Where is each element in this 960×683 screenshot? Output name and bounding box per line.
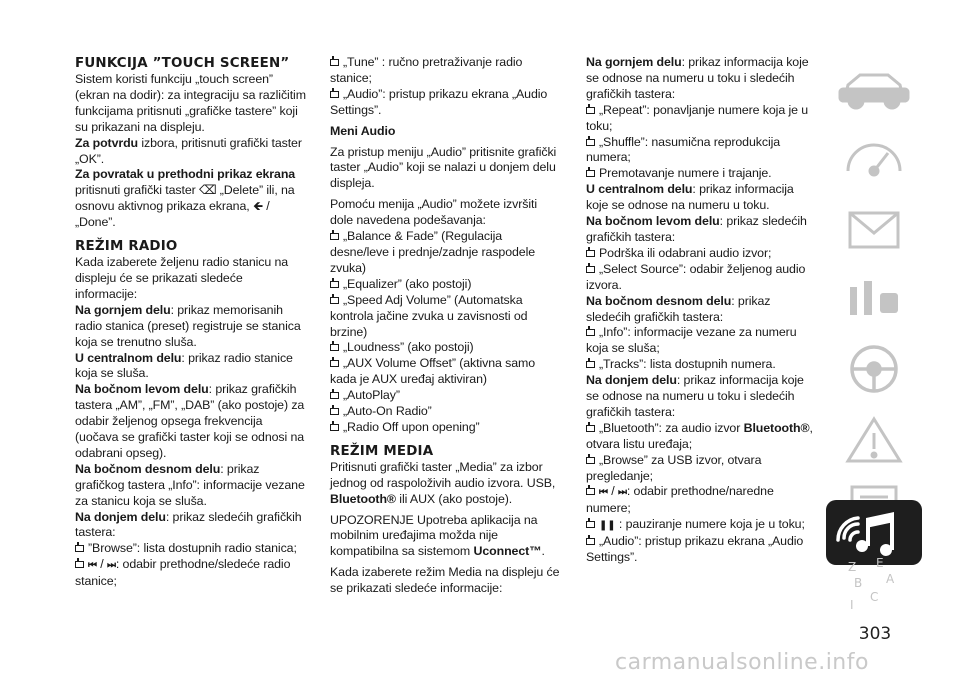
- list-item: „Bluetooth”: za audio izvor Bluetooth®, otvara listu uređaja;: [586, 420, 813, 451]
- text-column-1: [75, 55, 307, 590]
- list-item: „Select Source”: odabir željenog audio izvora.: [586, 261, 806, 292]
- page-number: 303: [858, 624, 892, 644]
- list-item: „Loudness” (ako postoji): [330, 340, 562, 356]
- paragraph: U centralnom delu: prikaz informacija koje se odnose na numeru u toku.: [586, 182, 794, 213]
- paragraph: U centralnom delu: prikaz radio stanice koja se sluša.: [75, 350, 293, 381]
- paragraph: Na bočnom desnom delu: prikaz sledećih grafičkih tastera:: [586, 293, 771, 324]
- bullet-icon: [330, 281, 339, 288]
- svg-text:A: A: [886, 572, 895, 586]
- svg-text:E: E: [876, 557, 884, 570]
- list-item: „Shuffle”: nasumična reprodukcija numera;: [586, 134, 781, 165]
- bullet-icon: [75, 545, 84, 552]
- bullet-icon: [330, 233, 339, 240]
- bullet-icon: [75, 561, 84, 568]
- paragraph: Pritisnuti grafički taster „Media” za izbor jednog od raspoloživih audio izvora. USB, Bluetooth® ili AUX (ako postoje).: [330, 459, 556, 506]
- paragraph: Pomoću menija „Audio” možete izvršiti dole navedena podešavanja:: [330, 197, 538, 228]
- list-item: „AUX Volume Offset” (aktivna samo kada je AUX uređaj aktiviran): [330, 356, 536, 387]
- paragraph: Sistem koristi funkciju „touch screen” (ekran na dodir): za integraciju sa različitim funkcijama pritisnuti „grafičke tastere” koji su prikazani na displeju.: [75, 72, 306, 134]
- list-item: „Speed Adj Volume” (Automatska kontrola jačine zvuka u zavisnosti od brzine): [330, 292, 528, 339]
- bullet-icon: [330, 344, 339, 351]
- chapter-tab-index: [826, 557, 922, 615]
- list-item: „Audio”: pristup prikazu ekrana „Audio Settings”.: [586, 534, 804, 565]
- list-item: „Info”: informacije vezane za numeru koja se sluša;: [586, 325, 797, 356]
- list-item: Premotavanje numere i trajanje.: [586, 166, 818, 182]
- paragraph: Na bočnom levom delu: prikaz grafičkih tastera „AM”, „FM”, „DAB” (ako postoje) za odabir željenog opsega frekvencija (uočava se grafički taster koji se odnosi na odabrani opseg).: [75, 382, 305, 460]
- chapter-tab-multimedia: [826, 500, 922, 565]
- svg-text:I: I: [850, 598, 854, 612]
- key-icon: [826, 267, 922, 332]
- bullet-icon: [586, 521, 595, 528]
- paragraph: Kada izaberete željenu radio stanicu na displeju će se prikazati sledeće informacije:: [75, 255, 289, 301]
- chapter-tab-car: [826, 57, 922, 122]
- chapter-tab-safety: [826, 197, 922, 262]
- list-item: ❚❚ : pauziranje numere koja je u toku;: [586, 517, 818, 534]
- list-item: ”Browse”: lista dostupnih radio stanica;: [75, 541, 307, 557]
- alphabet-index-icon: [826, 557, 922, 615]
- text-column-2: [330, 55, 562, 597]
- bullet-icon: [330, 424, 339, 431]
- paragraph: Na bočnom levom delu: prikaz sledećih grafičkih tastera:: [586, 214, 807, 244]
- svg-text:Z: Z: [848, 560, 857, 574]
- envelope-icon: [826, 197, 922, 262]
- list-item: „Repeat”: ponavljanje numere koja je u toku;: [586, 102, 809, 133]
- bullet-icon: [330, 360, 339, 367]
- bullet-icon: [586, 425, 595, 432]
- bullet-icon: [586, 329, 595, 336]
- paragraph: Na bočnom desnom delu: prikaz grafičkog tastera „Info”: informacije vezane za stanicu koja se sluša.: [75, 461, 305, 508]
- list-item: „Radio Off upon opening”: [330, 420, 562, 436]
- paragraph: Za potvrdu izbora, pritisnuti grafički taster „OK”.: [75, 135, 302, 166]
- svg-text:C: C: [870, 590, 879, 604]
- list-item: „Tune” : ručno pretraživanje radio stanice;: [330, 55, 523, 85]
- paragraph: Za pristup meniju „Audio” pritisnite grafički taster „Audio” koji se nalazi u donjem delu displeja.: [330, 144, 557, 191]
- paragraph: Na donjem delu: prikaz sledećih grafičkih tastera:: [75, 509, 302, 540]
- chapter-sidebar: [826, 57, 922, 615]
- car-icon: [826, 57, 922, 122]
- paragraph: UPOZORENJE Upotreba aplikacija na mobilnim uređajima možda nije kompatibilna sa sistemom Uconnect™.: [330, 512, 545, 559]
- bullet-icon: [330, 392, 339, 399]
- list-item: „AutoPlay”: [330, 388, 562, 404]
- bullet-icon: [586, 250, 595, 257]
- previous-track-icon: ⏮: [599, 487, 608, 499]
- heading-radio: REŽIM RADIO: [75, 239, 178, 255]
- list-item: „Balance & Fade” (Regulacija desne/leve i prednje/zadnje raspodele zvuka): [330, 229, 536, 275]
- svg-text:B: B: [854, 576, 863, 590]
- pause-icon: ❚❚: [599, 520, 616, 532]
- list-item: „Tracks”: lista dostupnih numera.: [586, 357, 818, 373]
- steering-wheel-icon: [826, 337, 922, 402]
- watermark: carmanualsonline.info: [615, 650, 869, 675]
- paragraph: Na gornjem delu: prikaz memorisanih radio stanica (preset) registruje se stanica koja se trenutno sluša.: [75, 302, 301, 349]
- paragraph: Kada izaberete režim Media na displeju će se prikazati sledeće informacije:: [330, 565, 560, 596]
- bullet-icon: [586, 488, 595, 495]
- bullet-icon: [330, 59, 339, 66]
- bullet-icon: [330, 91, 339, 98]
- bullet-icon: [586, 139, 595, 146]
- chapter-tab-starting: [826, 267, 922, 332]
- bullet-icon: [586, 170, 595, 177]
- bullet-icon: [330, 408, 339, 415]
- next-track-icon: ⏭: [617, 487, 627, 499]
- bullet-icon: [586, 266, 595, 273]
- chapter-tab-emergency: [826, 407, 922, 472]
- bullet-icon: [586, 107, 595, 114]
- bullet-icon: [330, 297, 339, 304]
- paragraph: Na gornjem delu: prikaz informacija koje se odnose na numeru u toku i sledećih grafičkih tastera:: [586, 55, 809, 101]
- list-item: ⏮ / ⏭: odabir prethodne/sledeće radio stanice;: [75, 557, 291, 589]
- bullet-icon: [586, 361, 595, 368]
- heading-media: REŽIM MEDIA: [330, 443, 434, 459]
- subheading-meni-audio: Meni Audio: [330, 123, 396, 138]
- list-item: „Equalizer” (ako postoji): [330, 277, 562, 293]
- next-track-icon: ⏭: [106, 560, 116, 572]
- chapter-tab-dashboard: [826, 127, 922, 192]
- speedometer-icon: [826, 127, 922, 192]
- heading-touch-screen: FUNKCIJA ”TOUCH SCREEN”: [75, 56, 290, 71]
- list-item: „Auto-On Radio”: [330, 404, 562, 420]
- list-item: Podrška ili odabrani audio izvor;: [586, 246, 818, 262]
- list-item: „Browse” za USB izvor, otvara pregledanje;: [586, 452, 762, 483]
- warning-triangle-icon: [826, 407, 922, 472]
- bullet-icon: [586, 457, 595, 464]
- paragraph: Za povratak u prethodni prikaz ekrana pritisnuti grafički taster ⌫ „Delete” ili, na osnovu aktivnog prikaza ekrana, 🡸 /„Done”.: [75, 167, 296, 230]
- chapter-tab-steering: [826, 337, 922, 402]
- multimedia-note-icon: [826, 500, 922, 565]
- list-item: „Audio”: pristup prikazu ekrana „Audio Settings”.: [330, 86, 548, 117]
- bullet-icon: [586, 538, 595, 545]
- previous-track-icon: ⏮: [88, 560, 97, 572]
- text-column-3: [586, 55, 818, 566]
- list-item: ⏮ / ⏭: odabir prethodne/naredne numere;: [586, 484, 774, 516]
- paragraph: Na donjem delu: prikaz informacija koje se odnose na numeru u toku i sledećih grafičkih tastera:: [586, 373, 804, 419]
